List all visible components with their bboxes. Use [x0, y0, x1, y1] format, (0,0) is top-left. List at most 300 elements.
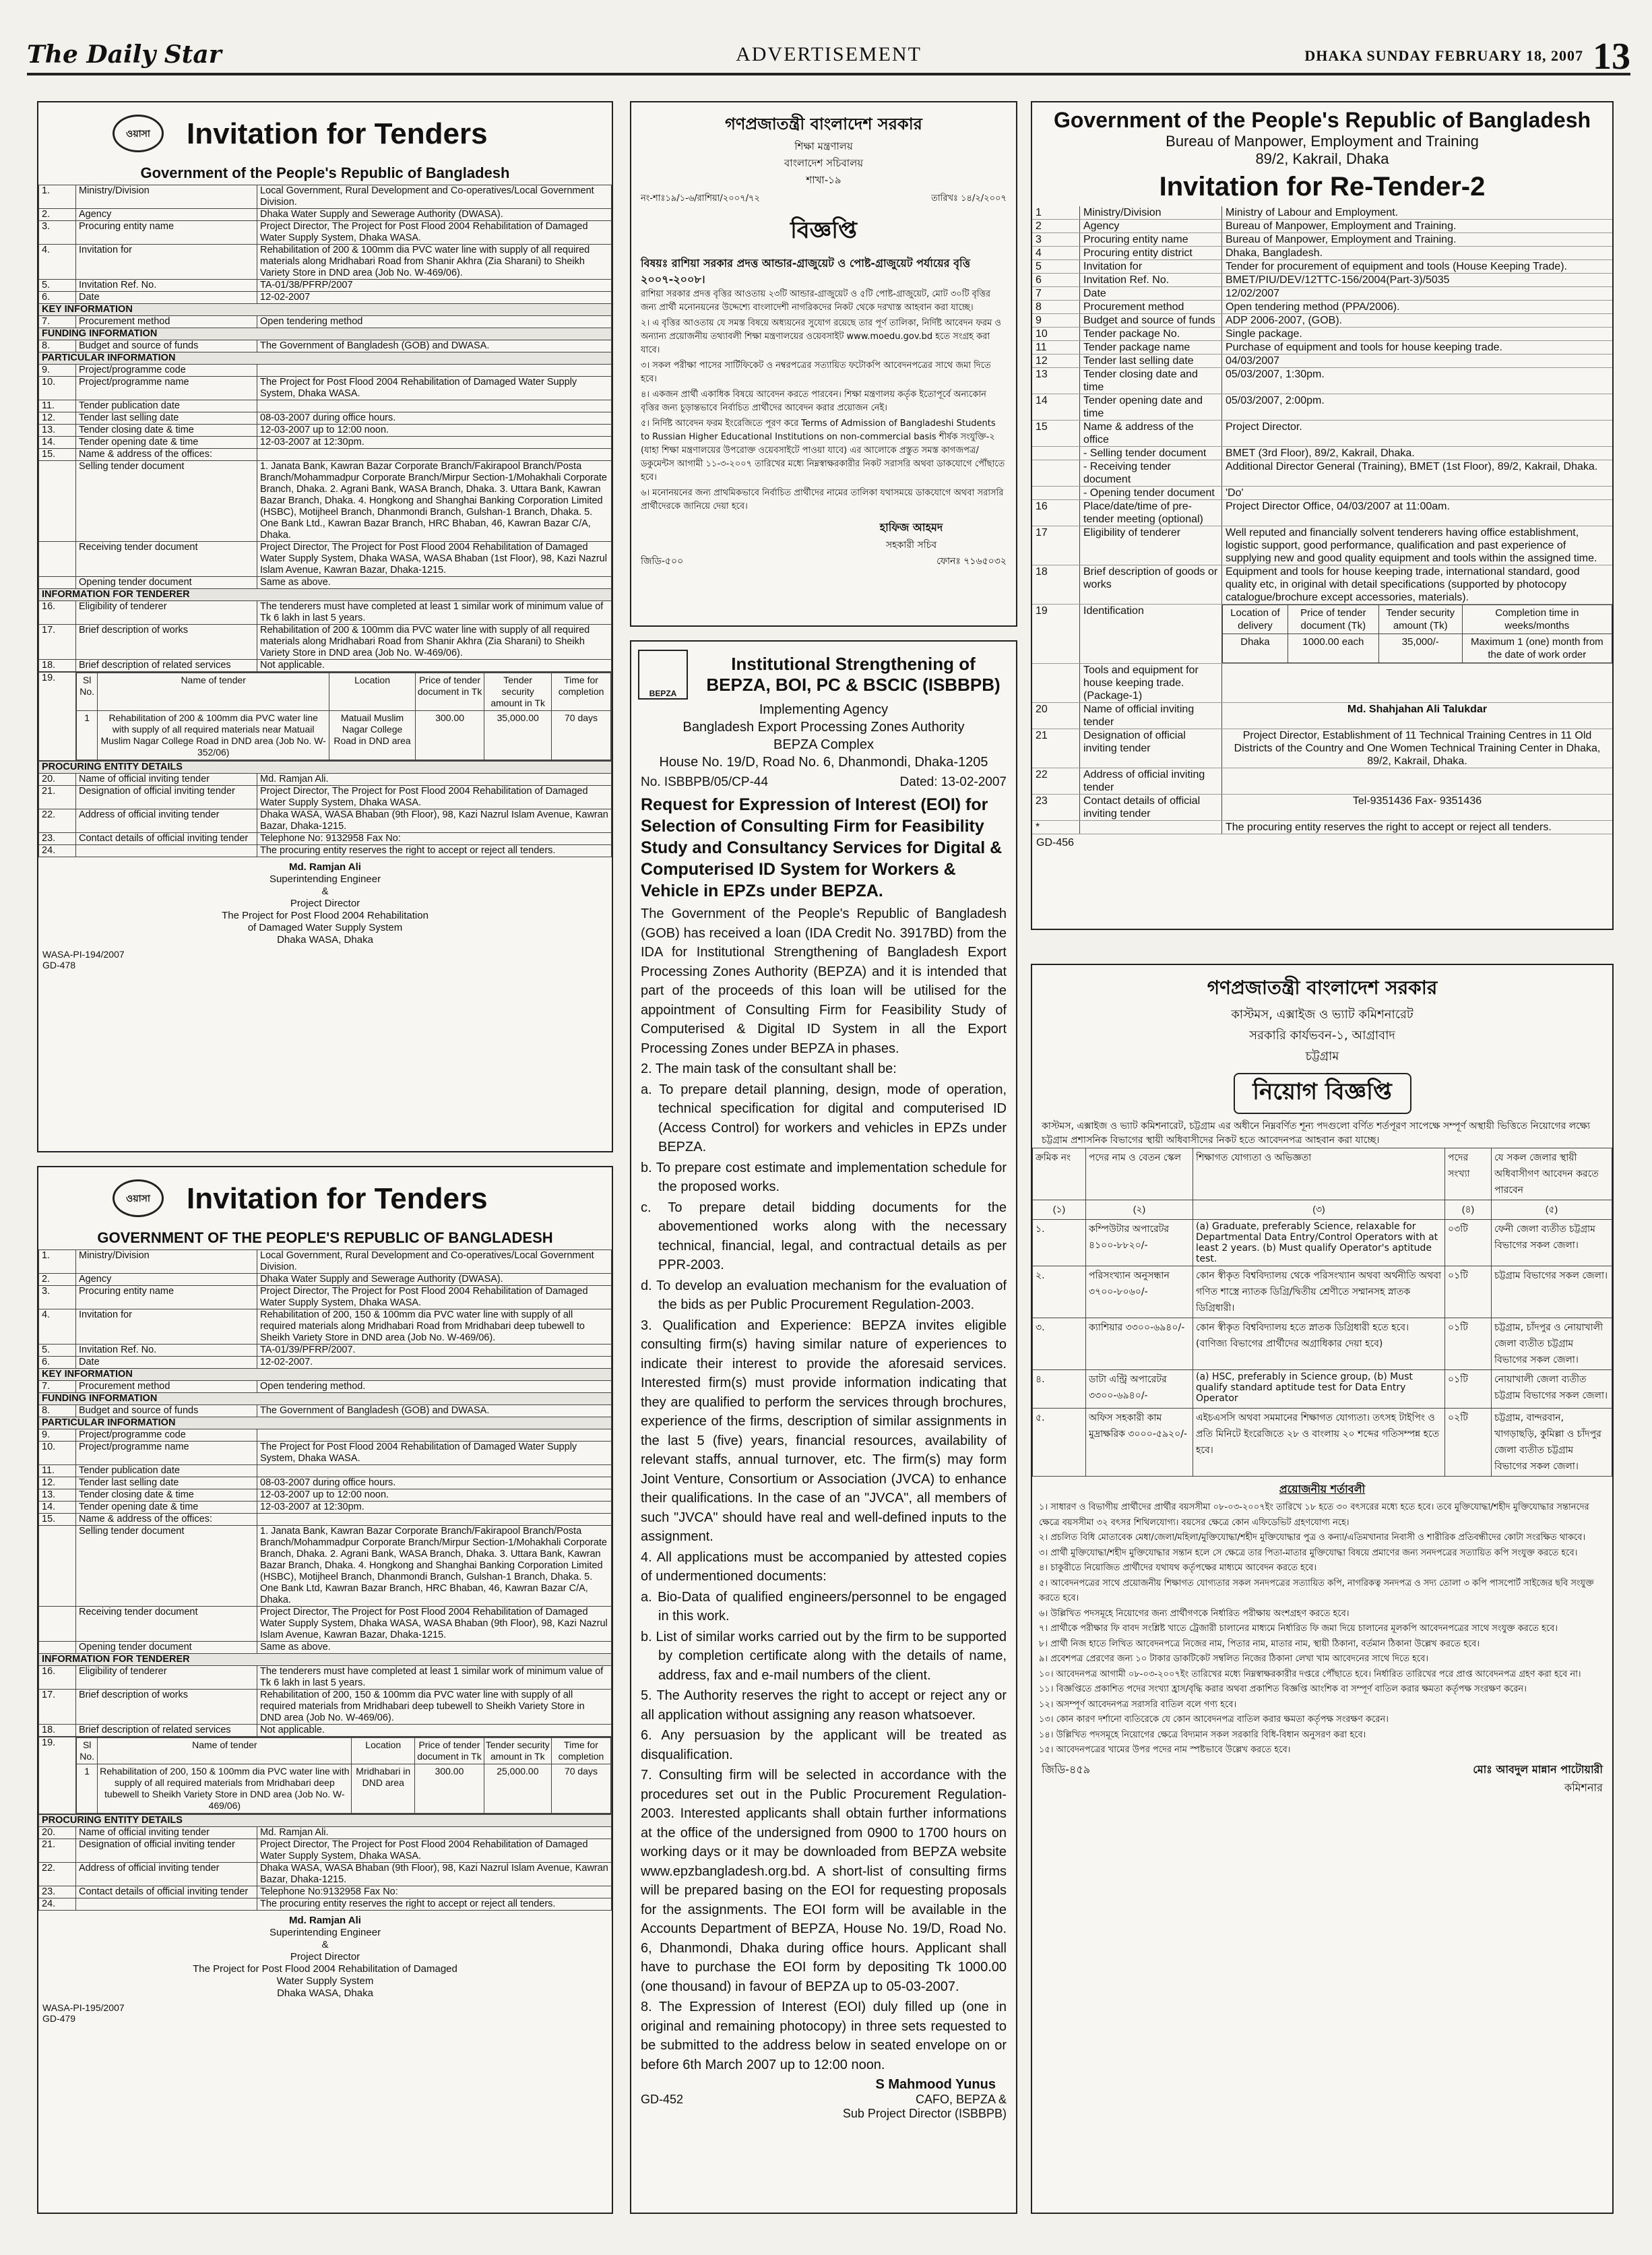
signer-name: হাফিজ আহমদ: [879, 521, 943, 534]
row-number: 5.: [39, 280, 76, 292]
works-cell: 25,000.00: [484, 1764, 551, 1814]
row-key: Procuring entity name: [76, 1286, 257, 1309]
vacancy-cell: কোন স্বীকৃত বিশ্ববিদ্যালয় থেকে পরিসংখ্যান অথবা অর্থনীতি অথবা গণিত শাস্ত্রে ন্যাতক ডিগ্রি/দ্বিতীয় শ্রেণীতে সম্মানসহ স্নাতক ডিগ্রিধারী।: [1193, 1266, 1445, 1318]
row-value: 08-03-2007 during office hours.: [257, 1477, 612, 1489]
row-key: Procurement method: [76, 316, 257, 328]
vacancy-cell: পরিসংখ্যান অনুসন্ধান ৩৭০০-৮০৬০/-: [1086, 1266, 1193, 1318]
ident-header-cell: Location of delivery: [1223, 605, 1288, 634]
condition-item: ৫। আবেদনপত্রের সাথে প্রয়োজনীয় শিক্ষাগত যোগ্যতার সকল সনদপত্রের সত্যায়িত কপি, নাগরিকত্ব সনদপত্র ও সদ্য তোলা ৩ কপি পাসপোর্ট সাইজের ছবি সংযুক্ত করতে হবে।: [1039, 1578, 1594, 1603]
table-row: [1032, 220, 1612, 233]
row-number: 3.: [39, 1286, 76, 1309]
vacancy-cell: ৫.: [1033, 1409, 1086, 1477]
vacancy-cell: ১.: [1033, 1220, 1086, 1266]
table-row: [1032, 301, 1612, 314]
signature-line: The Project for Post Flood 2004 Rehabilitation of Damaged: [193, 1963, 457, 1975]
table-row: [1032, 354, 1612, 368]
row-value: Open tendering method: [257, 316, 612, 328]
table-row: [1032, 526, 1612, 565]
table-row: [39, 412, 612, 425]
condition-item: ৯। প্রবেশপত্র প্রেরণের জন্য ১০ টাকার ডাকটিকেট সম্বলিত নিজের ঠিকানা লেখা খাম আবেদনের সাথে দিতে হবে।: [1039, 1654, 1429, 1664]
row-number: 21.: [39, 1839, 76, 1863]
notice-intro: কাস্টমস, এক্সাইজ ও ভ্যাট কমিশনারেট, চট্টগ্রাম এর অধীনে নিম্নবর্ণিত শূন্য পদগুলো বর্ণিত শর্তপূরণ সাপেক্ষে সম্পূর্ণ অস্থায়ী ভিত্তিতে নিয়োগের লক্ষ্যে চট্টগ্রাম প্রশাসনিক বিভাগের স্থায়ী অধিবাসীদের নিকট হতে আবেদনপত্র আহবান করা যাচ্ছে।: [1042, 1121, 1591, 1146]
row-number: 11.: [39, 1465, 76, 1477]
row-key: Tender last selling date: [1080, 354, 1222, 368]
vacancy-row: [1033, 1318, 1612, 1370]
memo-date: তারিখঃ ১৪/২/২০০৭: [931, 193, 1007, 204]
procuring-table: [38, 761, 612, 857]
row-number: 20: [1032, 703, 1080, 729]
eoi-ref: No. ISBBPB/05/CP-44: [641, 775, 769, 789]
row-number: 16.: [39, 1666, 76, 1690]
notice-paragraph: ২। এ বৃত্তির আওতায় যে সমস্ত বিষয়ে অধ্যয়নের সুযোগ রয়েছে তার পূর্ণ তালিকা, নির্দিষ্ট আবেদন ফরম ও অন্যান্য প্রয়োজনীয় তথ্যাবলী শিক্ষা মন্ত্রণালয়ের ওয়েবসাইট www.moedu.gov.bd হতে সংগ্রহ করা যাবে।: [641, 318, 1001, 355]
row-key: Name & address of the offices:: [76, 449, 257, 461]
row-number: 20.: [39, 774, 76, 786]
section-row: [39, 1393, 612, 1405]
conditions-list: [1032, 1500, 1612, 1758]
table-row: [39, 1725, 612, 1737]
row-value: Ministry of Labour and Employment.: [1222, 206, 1613, 220]
row-key: Tender opening date & time: [76, 437, 257, 449]
row-number: [39, 1526, 76, 1607]
row-number: 12.: [39, 412, 76, 425]
row-number: 13.: [39, 425, 76, 437]
table-row: [39, 1250, 612, 1274]
phone: ফোনঃ ৭১৬৫০৩২: [936, 556, 1007, 567]
row-key: Brief description of related services: [76, 660, 257, 672]
row-key: Tender closing date & time: [76, 425, 257, 437]
row-number: 24.: [39, 845, 76, 857]
table-row: [1032, 341, 1612, 354]
row-number: 5: [1032, 260, 1080, 274]
vacancy-cell: (a) HSC, preferably in Science group, (b) Must qualify standard aptitude test for Data Entry Operator: [1193, 1370, 1445, 1409]
row-number: 11.: [39, 400, 76, 412]
vacancy-cell: কম্পিউটার অপারেটর ৪১০০-৮৮২০/-: [1086, 1220, 1193, 1266]
row-number: [39, 1642, 76, 1654]
row-key: Place/date/time of pre-tender meeting (optional): [1080, 500, 1222, 526]
row-number: 10: [1032, 328, 1080, 341]
row-key: Budget and source of funds: [76, 1405, 257, 1417]
row-key: Date: [76, 292, 257, 304]
row-number: 9.: [39, 1429, 76, 1442]
table-row: [39, 340, 612, 352]
row-value: The Project for Post Flood 2004 Rehabilitation of Damaged Water Supply System, Dhaka WASA.: [257, 1442, 612, 1465]
row-key: [1080, 821, 1222, 834]
condition-item: ১০। আবেদনপত্র আগামী ০৮-০৩-২০০৭ইং তারিখের মধ্যে নিম্নস্বাক্ষরকারীর দপ্তরে পৌঁছাতে হবে। নির্ধারিত তারিখের পরে প্রাপ্ত আবেদনপত্র গ্রহণ করা হবে না।: [1039, 1669, 1581, 1679]
row-key: Project/programme code: [76, 1429, 257, 1442]
row-number: 1: [1032, 206, 1080, 220]
table-row: [1032, 565, 1612, 605]
works-table: [38, 672, 612, 761]
row-key: Tender publication date: [76, 1465, 257, 1477]
row-number: 7: [1032, 287, 1080, 301]
section-label: ADVERTISEMENT: [736, 43, 922, 65]
signer-title-2: Sub Project Director (ISBBPB): [842, 2107, 1007, 2120]
ref-line: GD-479: [42, 2013, 76, 2024]
row-value: Project Director, The Project for Post Flood 2004 Rehabilitation of Damaged Water Supply System, Dhaka WASA, WASA Bhaban (9th Floor), 98, Kazi Nazrul Islam Avenue, Kawran Bazar, Dhaka-1215.: [257, 1607, 612, 1642]
row-value: Not applicable.: [257, 1725, 612, 1737]
tender-table: [38, 1249, 612, 1737]
row-value: 1. Janata Bank, Kawran Bazar Corporate Branch/Fakirapool Branch/Posta Branch/Mohammadpur Corporate Branch/Mirpur Section-1/Mohakhali Corporate Branch, Dhaka. 2. Agrani Bank, WASA Branch, Dhaka. 3. Uttara Bank, Kawran Bazar Branch, Dhaka. 4. Hongkong and Shanghai Banking Corporation Limited (HSBC), Motijheel Branch, Dhanmondi Branch, Gulshan-1 Branch, Dhaka. 5. One Bank Ltd, Kawran Bazar Branch, HRC Bhaban, 46, Kawran Bazar C/A, Dhaka.: [257, 1526, 612, 1607]
bureau: Bureau of Manpower, Employment and Training: [1166, 133, 1479, 150]
table-row: [39, 833, 612, 845]
vacancy-cell: ২.: [1033, 1266, 1086, 1318]
row-value: [257, 1465, 612, 1477]
ident-item-row: [1032, 664, 1612, 703]
vacancy-cell: ৪.: [1033, 1370, 1086, 1409]
row-key: Selling tender document: [76, 461, 257, 542]
eoi-date: Dated: 13-02-2007: [899, 775, 1007, 789]
section-label: PROCURING ENTITY DETAILS: [39, 762, 612, 774]
row-value: The procuring entity reserves the right to accept or reject all tenders.: [257, 845, 612, 857]
section-label: KEY INFORMATION: [39, 304, 612, 316]
row-value: The Government of Bangladesh (GOB) and DWASA.: [257, 1405, 612, 1417]
works-label-row: [39, 673, 612, 761]
ad-reference: [38, 949, 612, 970]
ident-inner-table: [1222, 605, 1612, 663]
vacancy-header: পদের নাম ও বেতন স্কেল: [1086, 1148, 1193, 1200]
row-key: [76, 845, 257, 857]
row-key: Tender last selling date: [76, 1477, 257, 1489]
row-key: Invitation Ref. No.: [1080, 274, 1222, 287]
condition-item: ১। সাধারণ ও বিভাগীয় প্রার্থীদের প্রার্থীর বয়সসীমা ০৮-০৩-২০০৭ইং তারিখে ১৮ হতে ৩০ বৎসরের মধ্যে হতে হবে। তবে মুক্তিযোদ্ধা/শহীদ মুক্তিযোদ্ধার সন্তানদের ক্ষেত্রে বয়সসীমা ৩২ বৎসর শিথিলযোগ্য। বয়সের ক্ষেত্রে কোন এফিডেভিট গ্রহণযোগ্য নহে।: [1039, 1502, 1589, 1528]
eoi-p5: 5. The Authority reserves the right to accept or reject any or all application without assigning any reason whatsoever.: [641, 1688, 1007, 1723]
works-header-cell: [76, 673, 612, 761]
table-row: [1032, 287, 1612, 301]
bepza-logo-label: BEPZA: [649, 689, 677, 698]
vacancy-header: পদের সংখ্যা: [1445, 1148, 1492, 1200]
row-number: 15: [1032, 421, 1080, 447]
section-row: [39, 328, 612, 340]
row-key: Contact details of official inviting tender: [76, 1886, 257, 1898]
table-row: [39, 774, 612, 786]
eoi-p7: 7. Consulting firm will be selected in accordance with the procedures set out in the Public Procurement Regulation-2003. Interested applicants shall obtain further informations at the office of the undersigned from 0900 to 1700 hours on working days or it may be downloaded from BEPZA website www.epzbangladesh.org.bd. A short-list of consulting firms will be prepared basing on the EOI for requesting proposals for the assignments. The EOI form will be available in the Accounts Department of BEPZA, House No. 19/D, Road No. 6, Dhanmondi, Dhaka during office hours. Applicant shall have to purchase the EOI form by depositing Tk 1000.00 (one thousand) in favour of BEPZA up to 05-03-2007.: [641, 1768, 1007, 1994]
table-row: [39, 1827, 612, 1839]
row-number: 10.: [39, 377, 76, 400]
row-key: Ministry/Division: [76, 185, 257, 209]
row-value: TA-01/39/PFRP/2007.: [257, 1345, 612, 1357]
row-number: 12.: [39, 1477, 76, 1489]
tender-title: Invitation for Tenders: [187, 1182, 488, 1215]
row-value: Dhaka WASA, WASA Bhaban (9th Floor), 98, Kazi Nazrul Islam Avenue, Kawran Bazar, Dhaka-1215.: [257, 809, 612, 833]
row-number: 19.: [39, 673, 76, 761]
signature-block: [38, 1915, 612, 2000]
row-number: [1032, 447, 1080, 460]
section-label: KEY INFORMATION: [39, 1369, 612, 1381]
row-value: Same as above.: [257, 1642, 612, 1654]
row-value: Open tendering method.: [257, 1381, 612, 1393]
vacancy-cell: কোন স্বীকৃত বিশ্ববিদ্যালয় হতে স্নাতক ডিগ্রিধারী হতে হবে। (বাণিজ্য বিভাগের প্রার্থীদের অগ্রাধিকার দেয়া হবে): [1193, 1318, 1445, 1370]
tender-title: Invitation for Tenders: [187, 117, 488, 150]
row-number: 20.: [39, 1827, 76, 1839]
row-key: Designation of official inviting tender: [76, 786, 257, 809]
row-value: Dhaka Water Supply and Sewerage Authority (DWASA).: [257, 209, 612, 221]
paper-name: The Daily Star: [27, 40, 222, 69]
eoi-headline: Request for Expression of Interest (EOI) for Selection of Consulting Firm for Feasibility Study and Consultancy Services for Digital & Computerised ID System for Workers & Vehicle in EPZs under BEPZA.: [641, 795, 1003, 900]
vacancy-cell: ফেনী জেলা ব্যতীত চট্টগ্রাম বিভাগের সকল জেলা।: [1492, 1220, 1612, 1266]
table-row: [1032, 394, 1612, 421]
vacancy-colnum: (৫): [1492, 1200, 1612, 1220]
row-key: Designation of official inviting tender: [1080, 729, 1222, 768]
row-number: 22: [1032, 768, 1080, 795]
row-number: 7.: [39, 316, 76, 328]
condition-item: ৬। উল্লিখিত পদসমূহে নিয়োগের জন্য প্রার্থীগণকে নির্ধারিত পরীক্ষায় অংশগ্রহণ করতে হবে।: [1039, 1608, 1349, 1619]
vacancy-header-row: [1033, 1148, 1612, 1200]
row-key: - Selling tender document: [1080, 447, 1222, 460]
row-number: 17.: [39, 625, 76, 660]
table-row: [39, 660, 612, 672]
ident-label: Identification: [1080, 605, 1222, 664]
works-inner-table: [76, 1737, 611, 1814]
table-row: [39, 425, 612, 437]
vacancy-cell: (a) Graduate, preferably Science, relaxable for Departmental Data Entry/Control Operators with at least 2 years. (b) Must qualify Operator's aptitude test.: [1193, 1220, 1445, 1266]
bepza-eoi-notice: [630, 640, 1017, 2214]
row-number: 17: [1032, 526, 1080, 565]
table-row: [39, 845, 612, 857]
table-row: [1032, 274, 1612, 287]
eoi-body: [631, 904, 1016, 2074]
table-row: [39, 316, 612, 328]
row-key: Opening tender document: [76, 577, 257, 589]
ident-value: Dhaka: [1223, 634, 1288, 663]
branch: শাখা-১৯: [806, 174, 841, 186]
tender-subtitle: GOVERNMENT OF THE PEOPLE'S REPUBLIC OF BANGLADESH: [97, 1229, 553, 1246]
works-header-row: [77, 673, 611, 711]
row-number: 14.: [39, 1502, 76, 1514]
ident-header-row: [1032, 605, 1612, 664]
table-row: [39, 1886, 612, 1898]
tender-notice-2: [37, 1166, 613, 2214]
section-row: [39, 1369, 612, 1381]
row-number: 19: [1032, 605, 1080, 664]
row-value: Md. Ramjan Ali.: [257, 774, 612, 786]
signature-line: &: [321, 886, 329, 897]
table-row: [39, 1666, 612, 1690]
condition-item: ১২। অসম্পূর্ণ আবেদনপত্র সরাসরি বাতিল বলে গণ্য হবে।: [1039, 1699, 1237, 1710]
row-value: Local Government, Rural Development and Co-operatives/Local Government Division.: [257, 185, 612, 209]
office-2: সরকারি কার্যভবন-১, আগ্রাবাদ: [1249, 1028, 1395, 1043]
row-value: Md. Shahjahan Ali Talukdar: [1222, 703, 1613, 729]
works-table: [38, 1737, 612, 1814]
vacancy-header: ক্রমিক নং: [1033, 1148, 1086, 1200]
condition-item: ১৪। উল্লিখিত পদসমূহে নিয়োগের ক্ষেত্রে বিদ্যমান সকল সরকারি বিধি-বিধান অনুসরণ করা হবে।: [1039, 1729, 1366, 1740]
row-number: [1032, 664, 1080, 703]
ident-cell: [1222, 605, 1613, 664]
row-value: Open tendering method (PPA/2006).: [1222, 301, 1613, 314]
notice-paragraph: ৫। নির্দিষ্ট আবেদন ফরম ইংরেজিতে পূরণ করে Terms of Admission of Bangladeshi Students to Russian Higher Educational Institutions on non-commercial basis শীর্ষক সংযুক্তি-২ (যাহা শিক্ষা মন্ত্রণালয়ের উপরোক্ত ওয়েবসাইটে পাওয়া যাবে) এর আলোকে প্রস্তুত সমস্ত কাগজপত্র/ডকুমেন্টস আগামী ১১-৩-২০০৭ তারিখের মধ্যে নিম্নস্বাক্ষরকারীর নিকট সরাসরি অথবা ডাকযোগে পৌঁছাতে হবে।: [641, 419, 1005, 483]
notice-body: [631, 288, 1016, 514]
row-number: 2: [1032, 220, 1080, 233]
row-number: 22.: [39, 1863, 76, 1886]
row-value: Telephone No: 9132958 Fax No:: [257, 833, 612, 845]
row-value: BMET (3rd Floor), 89/2, Kakrail, Dhaka.: [1222, 447, 1613, 460]
row-value: Rehabilitation of 200, 150 & 100mm dia PVC water line with supply of all required materials from Mridhabari deep tubewell to Sheikh Variety Store in DND area (Job No. W-469/06).: [257, 1690, 612, 1725]
condition-item: ২। প্রচলিত বিধি মোতাবেক মেধা/জেলা/মহিলা/মুক্তিযোদ্ধা/শহীদ মুক্তিযোদ্ধার পুত্র ও কন্যা/এতিমখানার নিবাসী ও শারীরিক প্রতিবন্ধীদের কোটা সংরক্ষিত থাকবে।: [1039, 1533, 1586, 1543]
vacancy-cell: চট্টগ্রাম বিভাগের সকল জেলা।: [1492, 1266, 1612, 1318]
row-key: Budget and source of funds: [76, 340, 257, 352]
office: কাস্টমস, এক্সাইজ ও ভ্যাট কমিশনারেট: [1231, 1008, 1413, 1022]
row-value: Dhaka Water Supply and Sewerage Authority (DWASA).: [257, 1274, 612, 1286]
address-line: Implementing Agency: [759, 702, 889, 717]
row-value: 05/03/2007, 1:30pm.: [1222, 368, 1613, 394]
works-header: Time for completion: [552, 673, 611, 711]
row-key: Designation of official inviting tender: [76, 1839, 257, 1863]
table-row: [39, 1690, 612, 1725]
wasa-logo-icon: ওয়াসা: [113, 1179, 164, 1217]
row-value: Tel-9351436 Fax- 9351436: [1222, 795, 1613, 821]
vacancy-cell: ৩.: [1033, 1318, 1086, 1370]
table-row: [39, 185, 612, 209]
condition-item: ৭। প্রার্থীকে পরীক্ষার ফি বাবদ সংশ্লিষ্ট খাতে ট্রেজারী চালানের মাধ্যমে নির্ধারিত ফি জমা দিয়ে চালানের মূলকপি আবেদনপত্রের সাথে সংযুক্ত করতে হবে।: [1039, 1624, 1558, 1634]
row-key: Tender package name: [1080, 341, 1222, 354]
row-value: 12-03-2007 at 12:30pm.: [257, 437, 612, 449]
section-row: [39, 1417, 612, 1429]
bepza-title: Institutional Strengthening of BEPZA, BOI, PC & BSCIC (ISBBPB): [706, 654, 1000, 695]
ident-item: Tools and equipment for house keeping trade. (Package-1): [1080, 664, 1222, 703]
works-header: Time for completion: [551, 1738, 610, 1764]
row-key: Procuring entity name: [76, 221, 257, 245]
row-key: Invitation Ref. No.: [76, 280, 257, 292]
section-label: PROCURING ENTITY DETAILS: [39, 1815, 612, 1827]
signature-line: Project Director: [290, 898, 360, 909]
table-row: [1032, 206, 1612, 220]
condition-item: ৩। প্রার্থী মুক্তিযোদ্ধা/শহীদ মুক্তিযোদ্ধার সন্তান হলে সে ক্ষেত্রে তার পিতা-মাতার মুক্তিযোদ্ধা বিষয়ে প্রমাণের জন্য সনদপত্রের সত্যায়িত কপি সংযুক্ত করতে হবে।: [1039, 1547, 1578, 1558]
row-number: 16.: [39, 601, 76, 625]
row-key: Agency: [1080, 220, 1222, 233]
table-row: [39, 1839, 612, 1863]
table-row: [39, 1465, 612, 1477]
eoi-task: c. To prepare detail bidding documents for the abovementioned works along with the necessary technical, financial, legal, and contractual details as per PPR-2003.: [641, 1200, 1007, 1272]
table-row: [1032, 421, 1612, 447]
eoi-doc: a. Bio-Data of qualified engineers/personnel to be engaged in this work.: [641, 1589, 1007, 1624]
row-key: Agency: [76, 209, 257, 221]
table-row: [1032, 487, 1612, 500]
vacancy-cell: অফিস সহকারী কাম মুদ্রাক্ষরিক ৩০০০-৫৯২০/-: [1086, 1409, 1193, 1477]
retender-table: [1032, 206, 1612, 605]
row-number: 7.: [39, 1381, 76, 1393]
row-value: Well reputed and financially solvent tenderers having office establishment, logistic support, good performance, qualification and past experience of supplying new and good quality equipment and tools within the assigned time.: [1222, 526, 1613, 565]
row-key: Procuring entity district: [1080, 247, 1222, 260]
vacancy-cell: ক্যাশিয়ার ৩৩০০-৬৯৪০/-: [1086, 1318, 1193, 1370]
eoi-doc: b. List of similar works carried out by the firm to be supported by completion certificate along with the details of name, address, fax and e-mail numbers of the client.: [641, 1629, 1007, 1683]
row-key: Budget and source of funds: [1080, 314, 1222, 328]
signature-line: Md. Ramjan Ali: [289, 861, 361, 873]
table-row: [1032, 500, 1612, 526]
row-value: The tenderers must have completed at least 1 similar work of minimum value of Tk 6 lakh in last 5 years.: [257, 601, 612, 625]
row-key: Tender package No.: [1080, 328, 1222, 341]
section-label: FUNDING INFORMATION: [39, 1393, 612, 1405]
row-number: 18: [1032, 565, 1080, 605]
table-row: [39, 377, 612, 400]
row-key: Brief description of works: [76, 1690, 257, 1725]
tender-subtitle: Government of the People's Republic of Bangladesh: [140, 164, 510, 181]
table-row: [1032, 260, 1612, 274]
bepza-address: [631, 701, 1016, 771]
ident-header-cell: Tender security amount (Tk): [1378, 605, 1462, 634]
table-row: [1032, 703, 1612, 729]
eoi-task: a. To prepare detail planning, design, mode of operation, technical specification for digital and computerised ID (Access Control) for workers and vehicles in EPZs under BEPZA.: [641, 1082, 1007, 1154]
row-number: 21.: [39, 786, 76, 809]
row-key: [76, 1898, 257, 1911]
table-row: [39, 1405, 612, 1417]
row-number: 9: [1032, 314, 1080, 328]
works-header: Price of tender document in Tk: [415, 1738, 484, 1764]
row-value: Purchase of equipment and tools for house keeping trade.: [1222, 341, 1613, 354]
table-row: [39, 1526, 612, 1607]
section-row: [39, 352, 612, 365]
signature-line: Water Supply System: [276, 1975, 374, 1987]
ref-line: WASA-PI-195/2007: [42, 2002, 125, 2013]
row-value: [257, 449, 612, 461]
table-row: [39, 221, 612, 245]
row-number: 11: [1032, 341, 1080, 354]
row-value: Bureau of Manpower, Employment and Training.: [1222, 220, 1613, 233]
row-value: 12/02/2007: [1222, 287, 1613, 301]
section-row: [39, 1815, 612, 1827]
row-key: Eligibility of tenderer: [1080, 526, 1222, 565]
row-value: Single package.: [1222, 328, 1613, 341]
signature-line: Superintending Engineer: [269, 1927, 381, 1938]
signature-line: Superintending Engineer: [269, 873, 381, 885]
row-key: Project/programme code: [76, 365, 257, 377]
row-value: Not applicable.: [257, 660, 612, 672]
condition-item: ৮। প্রার্থী নিজ হাতে লিখিত আবেদনপত্রে নিজের নাম, পিতার নাম, মাতার নাম, স্থায়ী ঠিকানা, বর্তমান ঠিকানা উল্লেখ করতে হবে।: [1039, 1638, 1480, 1649]
row-value: 05/03/2007, 2:00pm.: [1222, 394, 1613, 421]
row-number: 24.: [39, 1898, 76, 1911]
row-value: Project Director, The Project for Post Flood 2004 Rehabilitation of Damaged Water Supply System, Dhaka WASA, WASA Bhaban (1st Floor), 98, Kazi Nazrul Islam Avenue, Kawran Bazar, Dhaka-1215.: [257, 542, 612, 577]
table-row: [39, 1381, 612, 1393]
vacancy-cell: চট্টগ্রাম, বান্দরবান, খাগড়াছড়ি, কুমিল্লা ও চাঁদপুর জেলা ব্যতীত চট্টগ্রাম বিভাগের সকল জেলা।: [1492, 1409, 1612, 1477]
row-number: 8: [1032, 301, 1080, 314]
table-row: [39, 365, 612, 377]
table-row: [39, 601, 612, 625]
gov-heading: গণপ্রজাতন্ত্রী বাংলাদেশ সরকার: [725, 115, 922, 133]
table-row: [39, 461, 612, 542]
vacancy-row: [1033, 1370, 1612, 1409]
row-key: Tender opening date and time: [1080, 394, 1222, 421]
vacancy-colnum: (৪): [1445, 1200, 1492, 1220]
works-cell: 1: [77, 711, 98, 760]
bmet-retender-notice: [1031, 101, 1614, 930]
table-row: [39, 577, 612, 589]
ident-header-cell: Price of tender document (Tk): [1288, 605, 1378, 634]
row-value: [257, 1514, 612, 1526]
row-key: Ministry/Division: [1080, 206, 1222, 220]
row-value: Project Director Office, 04/03/2007 at 11:00am.: [1222, 500, 1613, 526]
row-number: 4: [1032, 247, 1080, 260]
works-row: [77, 1764, 611, 1814]
works-cell: Matuail Muslim Nagar College Road in DND area: [329, 711, 416, 760]
row-key: Tender opening date & time: [76, 1502, 257, 1514]
table-row: [1032, 447, 1612, 460]
notice-subject: বিষয়ঃ রাশিয়া সরকার প্রদত্ত আন্ডার-গ্রাজুয়েট ও পোষ্ট-গ্রাজুয়েট পর্যায়ের বৃত্তি ২০০৭-২০০৮।: [641, 257, 971, 286]
row-value: Project Director, Establishment of 11 Technical Training Centres in 11 Old Districts of the Country and One Women Technical Training Center in Dhaka, 89/2, Kakrail, Dhaka.: [1222, 729, 1613, 768]
row-value: 12-03-2007 at 12:30pm.: [257, 1502, 612, 1514]
row-value: 12-03-2007 up to 12:00 noon.: [257, 1489, 612, 1502]
row-key: Tender publication date: [76, 400, 257, 412]
row-key: Brief description of related services: [76, 1725, 257, 1737]
row-key: - Receiving tender document: [1080, 460, 1222, 487]
eoi-para-3: 3. Qualification and Experience: BEPZA invites eligible consulting firm(s) having similar nature of experiences to indicate their interest to provide the aforesaid services. Interested firm(s) must provide information indicating that they are qualified to perform the services through brochures, experience of the firms, description of similar assignments in the last 5 (five) years, financial resources, availability of relevant staffs, annual turnover, etc. The firm(s) may form Joint Venture, Consortium or Association (JVCA) to enhance their qualifications. In the case of an "JVCA", all members of such "JVCA" should have real and well-defined inputs to the assignment.: [641, 1318, 1007, 1544]
row-value: Local Government, Rural Development and Co-operatives/Local Government Division.: [257, 1250, 612, 1274]
row-number: 10.: [39, 1442, 76, 1465]
tender-table: [38, 185, 612, 672]
ident-header: [1223, 605, 1612, 634]
row-number: 19.: [39, 1737, 76, 1814]
memo-number: নং-শাঃ১৯/১-৬/রাশিয়া/২০০৭/৭২: [641, 193, 760, 204]
row-key: Name of official inviting tender: [76, 1827, 257, 1839]
works-header-row: [77, 1738, 611, 1764]
row-value: 1. Janata Bank, Kawran Bazar Corporate Branch/Fakirapool Branch/Posta Branch/Mohammadpur Corporate Branch/Mirpur Section-1/Mohakhali Corporate Branch, Dhaka. 2. Agrani Bank, WASA Branch, Dhaka. 3. Uttara Bank, Kawran Bazar Branch, Dhaka. 4. Hongkong and Shanghai Banking Corporation Limited (HSBC), Motijheel Branch, Dhanmondi Branch, Gulshan-1 Branch, Dhaka. 5. One Bank Ltd., Kawran Bazar Branch, HRC Bhaban, 46, Kawran Bazar C/A, Dhaka.: [257, 461, 612, 542]
